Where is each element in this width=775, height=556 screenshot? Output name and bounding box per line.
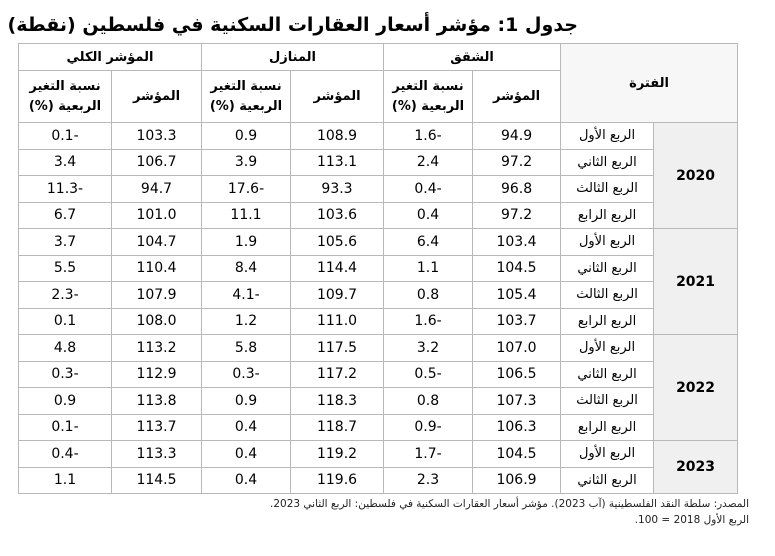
quarter-cell: الربع الرابع (561, 414, 654, 441)
apartments-index-header: المؤشر (473, 71, 561, 123)
apartments-change-cell (384, 282, 473, 309)
cell-value: 114.4 (316, 260, 358, 277)
houses-index-cell (291, 414, 384, 441)
apartments-change-header: نسبة التغير الربعية (%) (384, 71, 473, 123)
cell-value: 0.4 (416, 207, 440, 224)
table-row (19, 176, 738, 203)
total-index-cell (112, 335, 202, 362)
quarter-cell: الربع الثاني (561, 255, 654, 282)
cell-value: 110.4 (136, 260, 177, 277)
total-change-cell (19, 176, 112, 203)
cell-value: 114.5 (136, 472, 177, 489)
total-change-cell (19, 361, 112, 388)
cell-value: 0.1 (53, 313, 77, 330)
apartments-index-cell (473, 388, 561, 415)
cell-value: 6.4 (416, 233, 440, 250)
cell-value: 94.9 (500, 127, 533, 144)
cell-value: 5.5 (53, 260, 77, 277)
cell-value: 106.9 (496, 472, 537, 489)
year-cell: 2022 (654, 335, 738, 441)
cell-value: 1.9 (234, 233, 258, 250)
cell-value: -17.6 (227, 180, 265, 197)
price-index-table (18, 43, 738, 494)
quarter-cell: الربع الثاني (561, 467, 654, 494)
houses-change-cell (202, 202, 291, 229)
quarter-cell: الربع الرابع (561, 308, 654, 335)
total-change-header: نسبة التغير الربعية (%) (19, 71, 112, 123)
apartments-change-cell (384, 123, 473, 150)
apartments-index-cell (473, 149, 561, 176)
cell-value: 0.4 (234, 472, 258, 489)
cell-value: 103.6 (316, 207, 358, 224)
cell-value: 94.7 (140, 180, 173, 197)
cell-value: 103.7 (496, 313, 537, 330)
cell-value: 106.3 (496, 419, 537, 436)
cell-value: -0.9 (414, 419, 442, 436)
quarter-cell: الربع الثالث (561, 176, 654, 203)
houses-change-cell (202, 388, 291, 415)
apartments-index-cell (473, 414, 561, 441)
cell-value: 3.9 (234, 154, 258, 171)
total-index-cell (112, 414, 202, 441)
apartments-change-cell (384, 335, 473, 362)
cell-value: 1.1 (416, 260, 440, 277)
apartments-index-cell (473, 229, 561, 256)
cell-value: 0.9 (53, 392, 77, 409)
houses-index-cell (291, 308, 384, 335)
total-index-cell (112, 467, 202, 494)
cell-value: 109.7 (316, 286, 358, 303)
table-row (19, 414, 738, 441)
cell-value: -4.1 (232, 286, 260, 303)
cell-value: 108.9 (316, 127, 358, 144)
cell-value: 113.2 (136, 339, 177, 356)
table-body (19, 123, 738, 494)
cell-value: 2.4 (416, 154, 440, 171)
apartments-index-cell (473, 176, 561, 203)
year-cell: 2020 (654, 123, 738, 229)
period-header: الفترة (561, 44, 738, 123)
total-index-cell (112, 282, 202, 309)
houses-index-cell (291, 255, 384, 282)
cell-value: 107.9 (136, 286, 177, 303)
total-change-cell (19, 467, 112, 494)
table-row (19, 388, 738, 415)
source-note: المصدر: سلطة النقد الفلسطينية (آب 2023). مؤشر أسعار العقارات السكنية في فلسطين: الربع الثاني 2023. (270, 498, 749, 510)
year-cell: 2021 (654, 229, 738, 335)
apartments-index-cell (473, 202, 561, 229)
apartments-change-cell (384, 229, 473, 256)
cell-value: 6.7 (53, 207, 77, 224)
total-index-cell (112, 361, 202, 388)
table-row (19, 361, 738, 388)
total-change-cell (19, 414, 112, 441)
total-index-cell (112, 229, 202, 256)
apartments-index-cell (473, 441, 561, 468)
cell-value: 1.2 (234, 313, 258, 330)
houses-index-cell (291, 388, 384, 415)
total-change-cell (19, 255, 112, 282)
total-change-cell (19, 308, 112, 335)
total-change-cell (19, 229, 112, 256)
cell-value: 101.0 (136, 207, 177, 224)
cell-value: 4.8 (53, 339, 77, 356)
total-index-cell (112, 441, 202, 468)
apartments-index-cell (473, 361, 561, 388)
cell-value: 108.0 (136, 313, 177, 330)
table-row (19, 282, 738, 309)
cell-value: 107.3 (496, 392, 537, 409)
houses-index-cell (291, 176, 384, 203)
total-index-header-sub: المؤشر (112, 71, 202, 123)
cell-value: -0.3 (51, 366, 79, 383)
houses-index-cell (291, 149, 384, 176)
cell-value: 104.7 (136, 233, 177, 250)
cell-value: 118.3 (316, 392, 358, 409)
table-row (19, 123, 738, 150)
houses-change-cell (202, 467, 291, 494)
houses-change-cell (202, 255, 291, 282)
quarter-cell: الربع الأول (561, 229, 654, 256)
total-index-cell (112, 176, 202, 203)
cell-value: 113.7 (136, 419, 177, 436)
cell-value: 103.4 (496, 233, 537, 250)
cell-value: -1.6 (414, 313, 442, 330)
cell-value: -1.7 (414, 445, 442, 462)
table-row (19, 229, 738, 256)
cell-value: 0.4 (234, 445, 258, 462)
cell-value: 113.1 (316, 154, 358, 171)
cell-value: 11.1 (230, 207, 262, 224)
table-notes (0, 496, 749, 528)
table-row (19, 149, 738, 176)
cell-value: 103.3 (136, 127, 177, 144)
table-row (19, 202, 738, 229)
total-index-cell (112, 308, 202, 335)
cell-value: 105.6 (316, 233, 358, 250)
total-index-header: المؤشر الكلي (19, 44, 202, 71)
total-change-cell (19, 441, 112, 468)
apartments-index-cell (473, 282, 561, 309)
cell-value: 93.3 (321, 180, 353, 197)
houses-change-cell (202, 229, 291, 256)
cell-value: 97.2 (500, 154, 533, 171)
total-index-cell (112, 255, 202, 282)
cell-value: 107.0 (496, 339, 537, 356)
apartments-index-cell (473, 123, 561, 150)
houses-change-cell (202, 308, 291, 335)
houses-change-cell (202, 335, 291, 362)
houses-change-cell (202, 282, 291, 309)
cell-value: 119.6 (316, 472, 358, 489)
table-row (19, 441, 738, 468)
houses-index-cell (291, 467, 384, 494)
houses-change-cell (202, 123, 291, 150)
cell-value: 0.4 (234, 419, 258, 436)
quarter-cell: الربع الأول (561, 441, 654, 468)
total-index-cell (112, 149, 202, 176)
apartments-change-cell (384, 149, 473, 176)
apartments-index-cell (473, 335, 561, 362)
cell-value: -1.6 (414, 127, 442, 144)
houses-index-cell (291, 229, 384, 256)
apartments-change-cell (384, 176, 473, 203)
apartments-change-cell (384, 308, 473, 335)
cell-value: 112.9 (136, 366, 177, 383)
cell-value: -0.1 (51, 127, 79, 144)
apartments-header: الشقق (384, 44, 561, 71)
apartments-change-cell (384, 441, 473, 468)
table-row (19, 255, 738, 282)
apartments-change-cell (384, 388, 473, 415)
cell-value: 119.2 (316, 445, 358, 462)
cell-value: 106.5 (496, 366, 537, 383)
apartments-change-cell (384, 255, 473, 282)
houses-index-cell (291, 441, 384, 468)
quarter-cell: الربع الرابع (561, 202, 654, 229)
apartments-index-cell (473, 308, 561, 335)
quarter-cell: الربع الثاني (561, 361, 654, 388)
cell-value: 106.7 (136, 154, 177, 171)
houses-index-cell (291, 282, 384, 309)
cell-value: 0.9 (234, 392, 258, 409)
table-row (19, 467, 738, 494)
apartments-change-cell (384, 467, 473, 494)
year-cell: 2023 (654, 441, 738, 494)
cell-value: 3.7 (53, 233, 77, 250)
houses-change-cell (202, 361, 291, 388)
total-index-cell (112, 388, 202, 415)
quarter-cell: الربع الثاني (561, 149, 654, 176)
cell-value: 0.8 (416, 392, 440, 409)
cell-value: -0.1 (51, 419, 79, 436)
table-title: جدول 1: مؤشر أسعار العقارات السكنية في فلسطين (نقطة) (7, 14, 578, 36)
total-change-cell (19, 149, 112, 176)
apartments-index-cell (473, 255, 561, 282)
cell-value: 3.4 (53, 154, 77, 171)
houses-change-cell (202, 176, 291, 203)
cell-value: 117.5 (316, 339, 358, 356)
apartments-change-cell (384, 414, 473, 441)
quarter-cell: الربع الأول (561, 335, 654, 362)
total-index-cell (112, 123, 202, 150)
cell-value: -2.3 (51, 286, 79, 303)
total-change-cell (19, 123, 112, 150)
cell-value: 97.2 (500, 207, 533, 224)
total-index-cell (112, 202, 202, 229)
base-note: الربع الأول 2018 = 100. (634, 514, 749, 526)
quarter-cell: الربع الثالث (561, 282, 654, 309)
cell-value: 111.0 (316, 313, 358, 330)
cell-value: 96.8 (500, 180, 533, 197)
cell-value: -11.3 (46, 180, 84, 197)
cell-value: 118.7 (316, 419, 358, 436)
quarter-cell: الربع الثالث (561, 388, 654, 415)
cell-value: 3.2 (416, 339, 440, 356)
cell-value: 113.3 (136, 445, 177, 462)
cell-value: 0.8 (416, 286, 440, 303)
cell-value: -0.3 (232, 366, 260, 383)
table-row (19, 335, 738, 362)
cell-value: 0.9 (234, 127, 258, 144)
total-change-cell (19, 388, 112, 415)
cell-value: 104.5 (496, 260, 537, 277)
houses-change-cell (202, 441, 291, 468)
houses-index-cell (291, 123, 384, 150)
cell-value: 113.8 (136, 392, 177, 409)
cell-value: 5.8 (234, 339, 258, 356)
table-row (19, 308, 738, 335)
total-change-cell (19, 282, 112, 309)
cell-value: -0.4 (414, 180, 442, 197)
cell-value: 117.2 (316, 366, 358, 383)
houses-header: المنازل (202, 44, 384, 71)
houses-index-cell (291, 335, 384, 362)
apartments-index-cell (473, 467, 561, 494)
cell-value: -0.4 (51, 445, 79, 462)
cell-value: 1.1 (53, 472, 77, 489)
total-change-cell (19, 202, 112, 229)
cell-value: -0.5 (414, 366, 442, 383)
houses-index-header: المؤشر (291, 71, 384, 123)
cell-value: 105.4 (496, 286, 537, 303)
total-change-cell (19, 335, 112, 362)
houses-index-cell (291, 202, 384, 229)
apartments-change-cell (384, 361, 473, 388)
houses-change-header: نسبة التغير الربعية (%) (202, 71, 291, 123)
apartments-change-cell (384, 202, 473, 229)
cell-value: 2.3 (416, 472, 440, 489)
houses-change-cell (202, 149, 291, 176)
quarter-cell: الربع الأول (561, 123, 654, 150)
houses-change-cell (202, 414, 291, 441)
cell-value: 8.4 (234, 260, 258, 277)
cell-value: 104.5 (496, 445, 537, 462)
houses-index-cell (291, 361, 384, 388)
